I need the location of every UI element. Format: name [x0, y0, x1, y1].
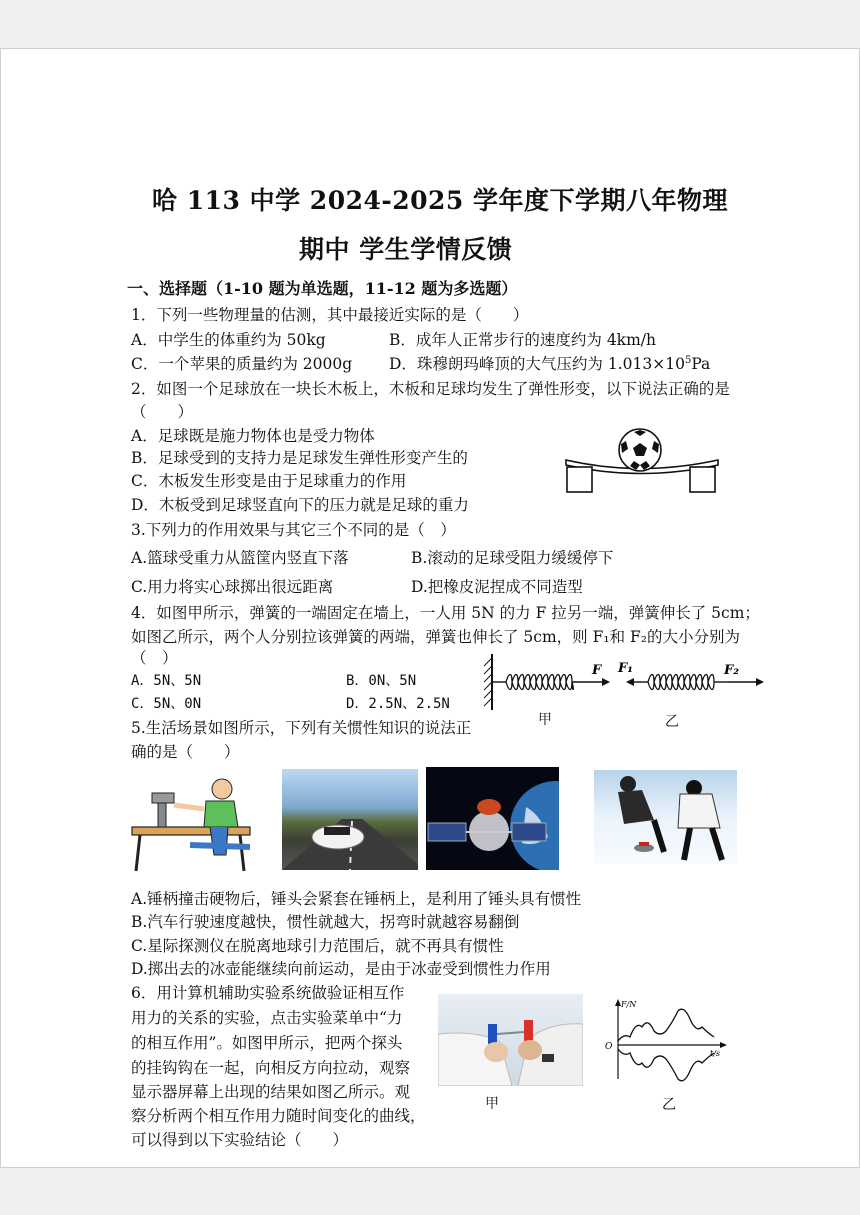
- space-probe-photo: [426, 767, 559, 870]
- q4-option-d: D．2.5N、2.5N: [346, 696, 450, 712]
- q4-label-f2: F₂: [724, 663, 739, 678]
- q4-caption-jia: 甲: [538, 712, 552, 728]
- q3-option-d: D.把橡皮泥捏成不同造型: [411, 578, 583, 596]
- q6-force-time-graph: [600, 997, 730, 1082]
- q3-stem: 3.下列力的作用效果与其它三个不同的是（ ）: [131, 521, 456, 539]
- q6-line-7: 可以得到以下实验结论（ ）: [131, 1131, 349, 1149]
- q1-option-c: C．一个苹果的质量约为 2000g: [131, 355, 353, 373]
- spring-yi: [626, 675, 764, 690]
- q2-option-c: C．木板发生形变是由于足球重力的作用: [131, 472, 407, 490]
- q2-paren: （ ）: [131, 403, 194, 421]
- q1-stem: 1．下列一些物理量的估测，其中最接近实际的是（ ）: [131, 306, 529, 324]
- soccer-ball-icon: [619, 429, 661, 471]
- q6-line-3: 的相互作用”。如图甲所示，把两个探头: [131, 1034, 403, 1052]
- force-curve-upper: [618, 1009, 714, 1041]
- q5-stem-line2: 确的是（ ）: [131, 743, 240, 761]
- q5-option-a: A.锤柄撞击硬物后，锤头会紧套在锤柄上，是利用了锤头具有惯性: [131, 890, 582, 908]
- hammer-bench-illustration: [130, 775, 252, 873]
- section-heading: 一、选择题（1-10 题为单选题，11-12 题为多选题）: [127, 279, 518, 298]
- q6-line-5: 显示器屏幕上出现的结果如图乙所示。观: [131, 1083, 411, 1101]
- q6-line-2: 用力的关系的实验，点击实验菜单中“力: [131, 1009, 403, 1027]
- exam-title-line2: 期中 学生学情反馈: [299, 235, 513, 264]
- q2-option-b: B．足球受到的支持力是足球发生弹性形变产生的: [131, 449, 468, 467]
- q6-caption-yi: 乙: [662, 1097, 676, 1113]
- q4-stem-line2: 如图乙所示，两个人分别拉该弹簧的两端，弹簧也伸长了 5cm，则 F₁和 F₂的大小分别为: [131, 628, 740, 646]
- q5-option-b: B.汽车行驶速度越快，惯性就越大，拐弯时就越容易翻倒: [131, 913, 520, 931]
- q1-option-d: D．珠穆朗玛峰顶的大气压约为 $1.013\times 10^5Pa$: [389, 354, 711, 373]
- q6-line-6: 察分析两个相互作用力随时间变化的曲线，: [131, 1107, 426, 1125]
- q5-option-d: D.掷出去的冰壶能继续向前运动，是由于冰壶受到惯性力作用: [131, 960, 551, 978]
- left-support-block: [567, 467, 592, 492]
- graph-y-label: F/N: [621, 1000, 637, 1009]
- q2-stem: 2．如图一个足球放在一块长木板上，木板和足球均发生了弹性形变，以下说法正确的是: [131, 380, 730, 398]
- graph-x-label: t/s: [710, 1049, 721, 1058]
- q5-stem-line1: 5.生活场景如图所示，下列有关惯性知识的说法正: [131, 719, 472, 737]
- q1-option-b: B．成年人正常步行的速度约为 4km/h: [389, 331, 656, 349]
- q4-paren: （ ）: [131, 649, 178, 667]
- q4-stem-line1: 4．如图甲所示，弹簧的一端固定在墙上，一人用 5N 的力 F 拉另一端，弹簧伸长了 5cm；: [131, 604, 760, 622]
- q5-option-c: C.星际探测仪在脱离地球引力范围后，就不再具有惯性: [131, 937, 504, 955]
- curling-photo: [594, 770, 737, 864]
- q2-option-d: D．木板受到足球竖直向下的压力就是足球的重力: [131, 496, 469, 514]
- graph-origin-label: O: [605, 1042, 613, 1052]
- exam-title-line1: 哈 113 中学 2024-2025 学年度下学期八年物理: [152, 186, 729, 215]
- q6-line-4: 的挂钩钩在一起，向相反方向拉动，观察: [131, 1059, 411, 1077]
- q4-option-b: B．0N、5N: [346, 673, 417, 689]
- car-road-photo: [282, 769, 418, 870]
- q4-caption-yi: 乙: [665, 714, 679, 730]
- q2-option-a: A．足球既是施力物体也是受力物体: [131, 427, 375, 445]
- q3-option-c: C.用力将实心球掷出很远距离: [131, 578, 334, 596]
- q4-option-a: A．5N、5N: [131, 673, 202, 689]
- q6-line-1: 6．用计算机辅助实验系统做验证相互作: [131, 984, 405, 1002]
- q4-label-f1: F₁: [618, 661, 633, 676]
- q1-option-a: A．中学生的体重约为 50kg: [131, 331, 326, 349]
- q6-caption-jia: 甲: [485, 1096, 499, 1112]
- force-sensor-photo: [438, 994, 583, 1086]
- q4-option-c: C．5N、0N: [131, 696, 202, 712]
- q3-option-b: B.滚动的足球受阻力缓缓停下: [411, 549, 614, 567]
- q4-figure-springs: [480, 652, 770, 714]
- right-support-block: [690, 467, 715, 492]
- q3-option-a: A.篮球受重力从篮筐内竖直下落: [131, 549, 349, 567]
- force-curve-lower: [618, 1049, 714, 1081]
- q4-label-f: F: [592, 663, 602, 678]
- q2-figure-ball-board: [560, 425, 725, 497]
